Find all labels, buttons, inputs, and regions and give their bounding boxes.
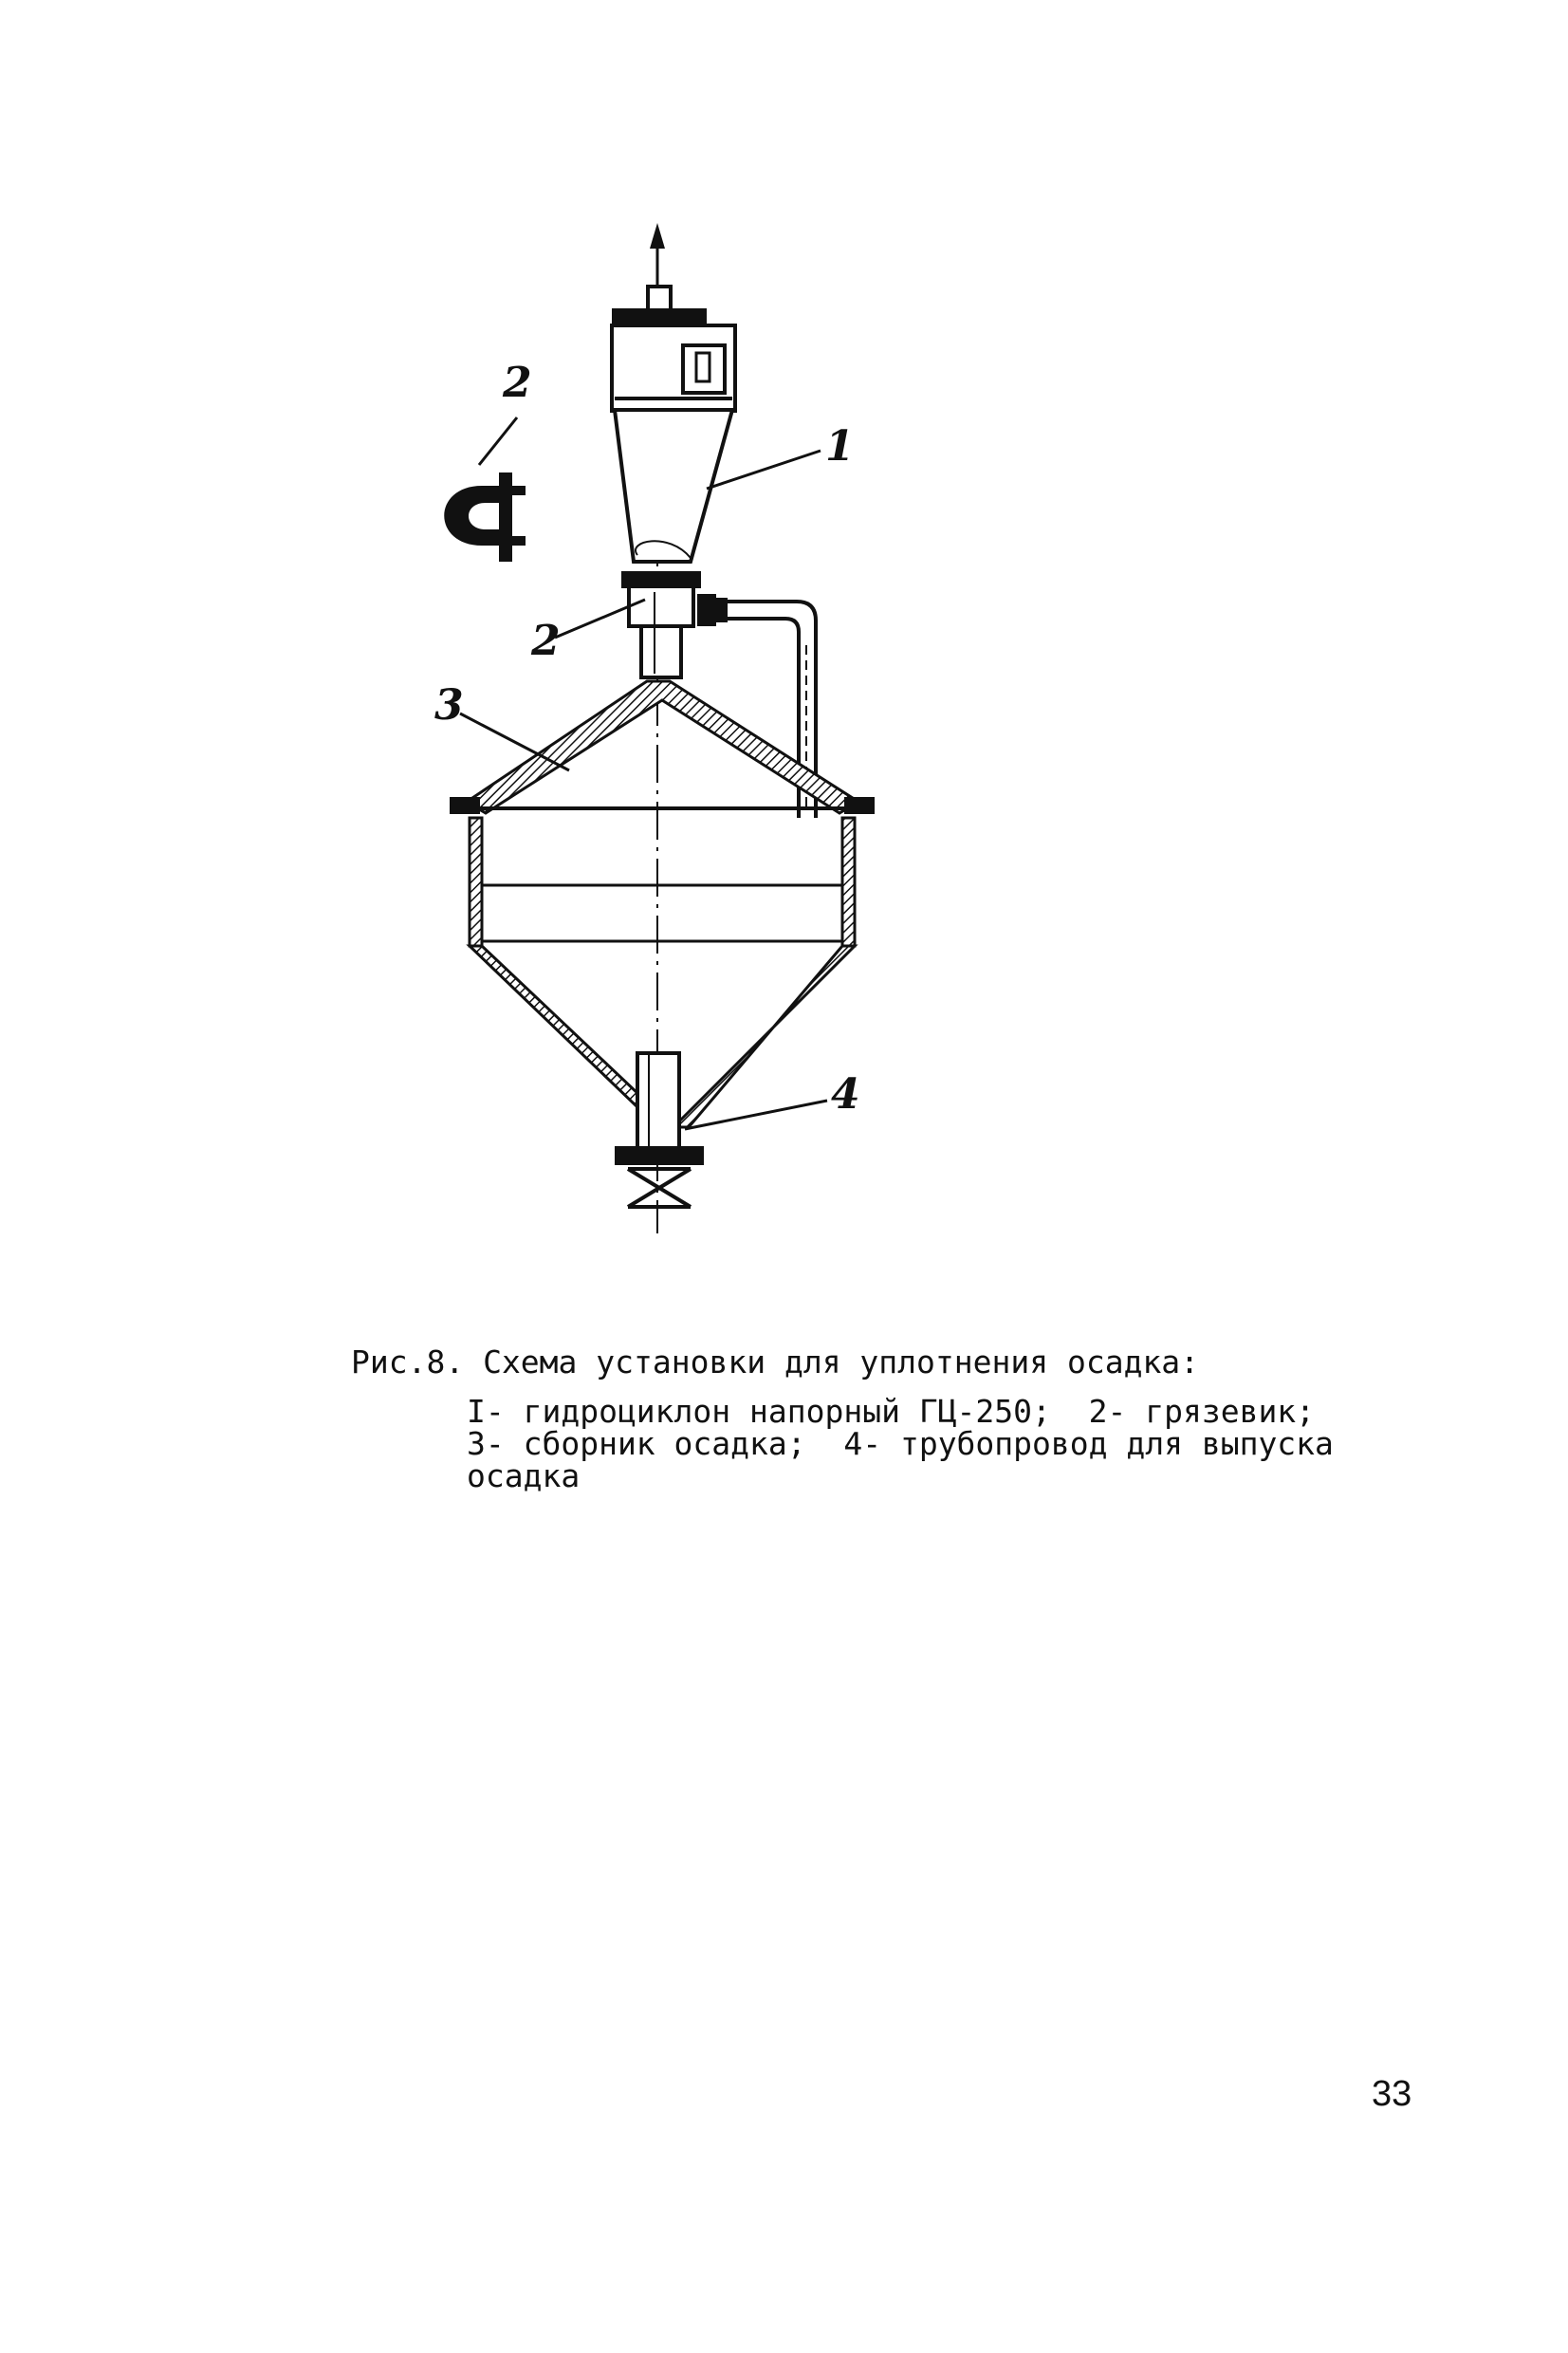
mud-trap-symbol	[444, 472, 526, 562]
caption-line-1: I- гидроциклон напорный ГЦ-250; 2- грязевик;	[467, 1393, 1316, 1430]
outlet-arrow	[650, 223, 665, 289]
caption-line-2: 3- сборник осадка; 4- трубопровод для выпуска	[467, 1425, 1334, 1462]
callout-4: 4	[831, 1070, 860, 1119]
callout-3: 3	[434, 681, 464, 730]
callout-2-symbol: 2	[503, 359, 532, 407]
mud-trap	[623, 573, 726, 677]
figure-caption-title: Рис.8. Схема установки для уплотнения осадка:	[351, 1343, 1200, 1380]
callout-1: 1	[825, 422, 855, 471]
hydrocyclone	[612, 287, 735, 562]
page-number: 33	[1372, 2074, 1412, 2114]
callout-2-trap: 2	[531, 617, 561, 665]
discharge-pipe	[617, 1053, 702, 1207]
caption-line-3: осадка	[467, 1457, 581, 1494]
